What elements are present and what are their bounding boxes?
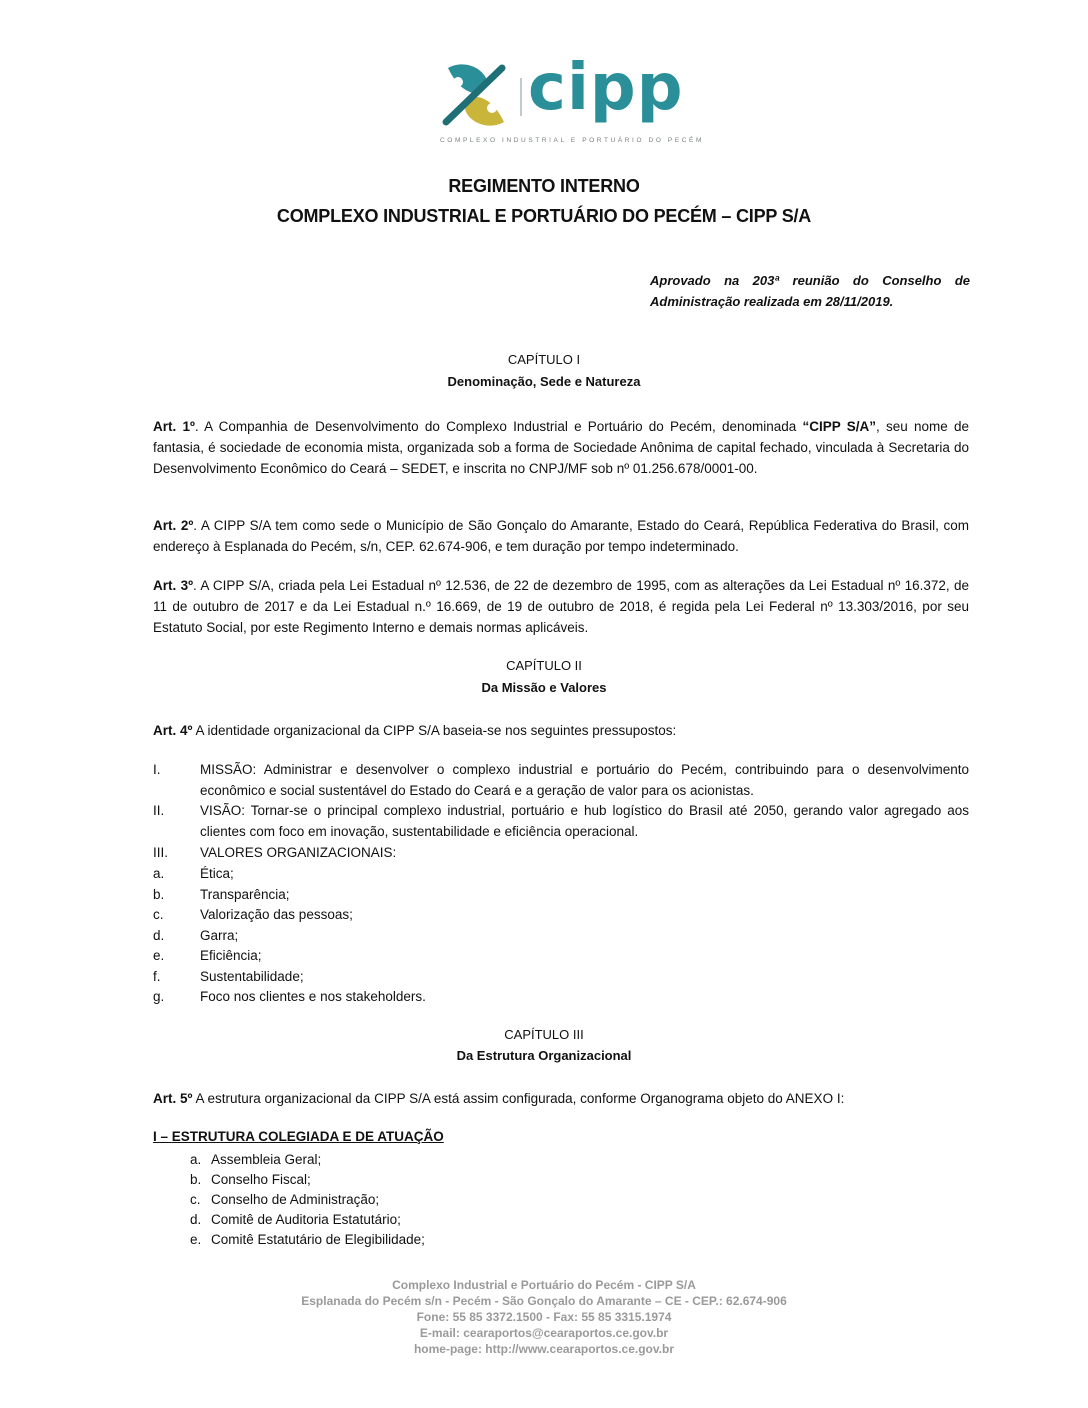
footer-website: home-page: http://www.cearaportos.ce.gov.br [413, 1342, 675, 1356]
cipp-logo [440, 51, 704, 152]
list-item [190, 1209, 590, 1230]
list-item-marker: b. [153, 887, 165, 902]
list-item-marker: d. [190, 1212, 202, 1227]
list-item [153, 966, 969, 987]
list-item [190, 1189, 590, 1210]
list-item-marker: a. [190, 1152, 202, 1167]
chapter-3-heading: CAPÍTULO III [504, 1027, 584, 1042]
approval-note: Aprovado na 203ª reunião do Conselho de Administração realizada em 28/11/2019. [650, 273, 970, 309]
list-item-text: Foco nos clientes e nos stakeholders. [200, 989, 426, 1004]
article-1-company-name: “CIPP S/A” [802, 419, 877, 434]
list-item-text: Transparência; [200, 887, 290, 902]
list-item-text: Eficiência; [200, 948, 262, 963]
list-item-text: Comitê de Auditoria Estatutário; [211, 1212, 401, 1227]
article-2-text: . A CIPP S/A tem como sede o Município de São Gonçalo do Amarante, Estado do Ceará, República Federativa do Brasil, com endereço à Esplanada do Pecém, s/n, CEP. 62.674-906, e tem duração por tempo indeterminado. [153, 518, 969, 554]
logo-tagline: COMPLEXO INDUSTRIAL E PORTUÁRIO DO PECÉM [440, 137, 704, 144]
document-title-line2: COMPLEXO INDUSTRIAL E PORTUÁRIO DO PECÉM – CIPP S/A [276, 206, 812, 226]
chapter-1-subtitle: Denominação, Sede e Natureza [447, 374, 641, 389]
chapter-1-heading: CAPÍTULO I [507, 352, 581, 367]
list-item [153, 759, 969, 801]
list-item-text: Sustentabilidade; [200, 969, 304, 984]
list-item [153, 884, 969, 905]
list-item-text: VALORES ORGANIZACIONAIS: [200, 845, 397, 860]
list-item-text: Assembleia Geral; [211, 1152, 322, 1167]
list-item-marker: b. [190, 1172, 202, 1187]
cipp-logo-mark-icon [440, 62, 512, 128]
article-4-label: Art. 4º [153, 723, 193, 738]
article-2 [153, 515, 969, 557]
list-item-marker: d. [153, 928, 165, 943]
article-1 [153, 416, 969, 479]
list-item-text: Garra; [200, 928, 239, 943]
list-item [190, 1169, 590, 1190]
footer-email: E-mail: cearaportos@cearaportos.ce.gov.br [419, 1326, 669, 1340]
list-item-marker: II. [153, 803, 165, 818]
list-item-marker: f. [153, 969, 161, 984]
footer-phone: Fone: 55 85 3372.1500 - Fax: 55 85 3315.1974 [416, 1310, 672, 1324]
section-1-prefix: I – [153, 1129, 172, 1144]
footer-company: Complexo Industrial e Portuário do Pecém - CIPP S/A [392, 1278, 696, 1292]
article-3-text: . A CIPP S/A, criada pela Lei Estadual nº 12.536, de 22 de dezembro de 1995, com as alterações da Lei Estadual nº 16.372, de 11 de outubro de 2017 e da Lei Estadual n.º 16.669, de 19 de outubro de 2018, é regida pela Lei Federal nº 13.303/2016, por seu Estatuto Social, por este Regimento Interno e demais normas aplicáveis. [153, 578, 969, 635]
list-item-text: Valorização das pessoas; [200, 907, 353, 922]
list-item-marker: e. [153, 948, 165, 963]
logo-wordmark: cipp [528, 51, 684, 125]
article-1-text-b: , seu nome de fantasia, é sociedade de economia mista, organizada sob a forma de Sociedade Anônima de capital fechado, vinculada à Secretaria do Desenvolvimento Econômico do Ceará – SEDET, e inscrita no CNPJ/MF sob nº 01.256.678/0001-00. [153, 419, 969, 476]
list-item-marker: c. [190, 1192, 201, 1207]
article-4-text: A identidade organizacional da CIPP S/A baseia-se nos seguintes pressupostos: [192, 723, 677, 738]
list-item-marker: I. [153, 762, 161, 777]
list-item-text: VISÃO: Tornar-se o principal complexo industrial, portuário e hub logístico do Brasil até 2050, gerando valor agregado aos clientes com foco em inovação, sustentabilidade e eficiência operacional. [200, 803, 969, 839]
list-item-text: Ética; [200, 866, 234, 881]
article-2-label: Art. 2º [153, 518, 194, 533]
chapter-2-heading: CAPÍTULO II [506, 658, 582, 673]
chapter-3-subtitle: Da Estrutura Organizacional [456, 1048, 632, 1063]
article-4 [153, 720, 969, 741]
list-item-marker: g. [153, 989, 165, 1004]
list-item-text: MISSÃO: Administrar e desenvolver o complexo industrial e portuário do Pecém, contribuindo para o desenvolvimento econômico e social sustentável do Estado do Ceará e a geração de valor para os acionistas. [200, 762, 969, 798]
list-item-text: Comitê Estatutário de Elegibilidade; [211, 1232, 425, 1247]
article-5-label: Art. 5º [153, 1091, 193, 1106]
article-3 [153, 575, 969, 638]
chapter-2-subtitle: Da Missão e Valores [481, 680, 607, 695]
list-item [153, 945, 969, 966]
list-item [153, 800, 969, 842]
article-1-text-a: . A Companhia de Desenvolvimento do Complexo Industrial e Portuário do Pecém, denominada [194, 419, 803, 434]
article-1-label: Art. 1º [153, 419, 195, 434]
list-item-marker: e. [190, 1232, 202, 1247]
section-1-title: ESTRUTURA COLEGIADA E DE ATUAÇÃO [171, 1129, 444, 1144]
document-title-line1: REGIMENTO INTERNO [448, 176, 640, 196]
article-5 [153, 1088, 969, 1109]
article-3-label: Art. 3º [153, 578, 194, 593]
list-item [153, 863, 969, 884]
footer-address: Esplanada do Pecém s/n - Pecém - São Gonçalo do Amarante – CE - CEP.: 62.674-906 [301, 1294, 787, 1308]
list-item [153, 842, 969, 863]
list-item [190, 1149, 590, 1170]
section-1-heading [153, 1129, 444, 1144]
list-item-marker: a. [153, 866, 165, 881]
article-5-text: A estrutura organizacional da CIPP S/A está assim configurada, conforme Organograma objeto do ANEXO I: [192, 1091, 845, 1106]
list-item [153, 904, 969, 925]
list-item [153, 986, 969, 1007]
list-item [153, 925, 969, 946]
list-item-text: Conselho Fiscal; [211, 1172, 311, 1187]
list-item-text: Conselho de Administração; [211, 1192, 380, 1207]
list-item-marker: III. [153, 845, 169, 860]
list-item-marker: c. [153, 907, 164, 922]
list-item [190, 1229, 590, 1250]
logo-separator [520, 78, 522, 116]
